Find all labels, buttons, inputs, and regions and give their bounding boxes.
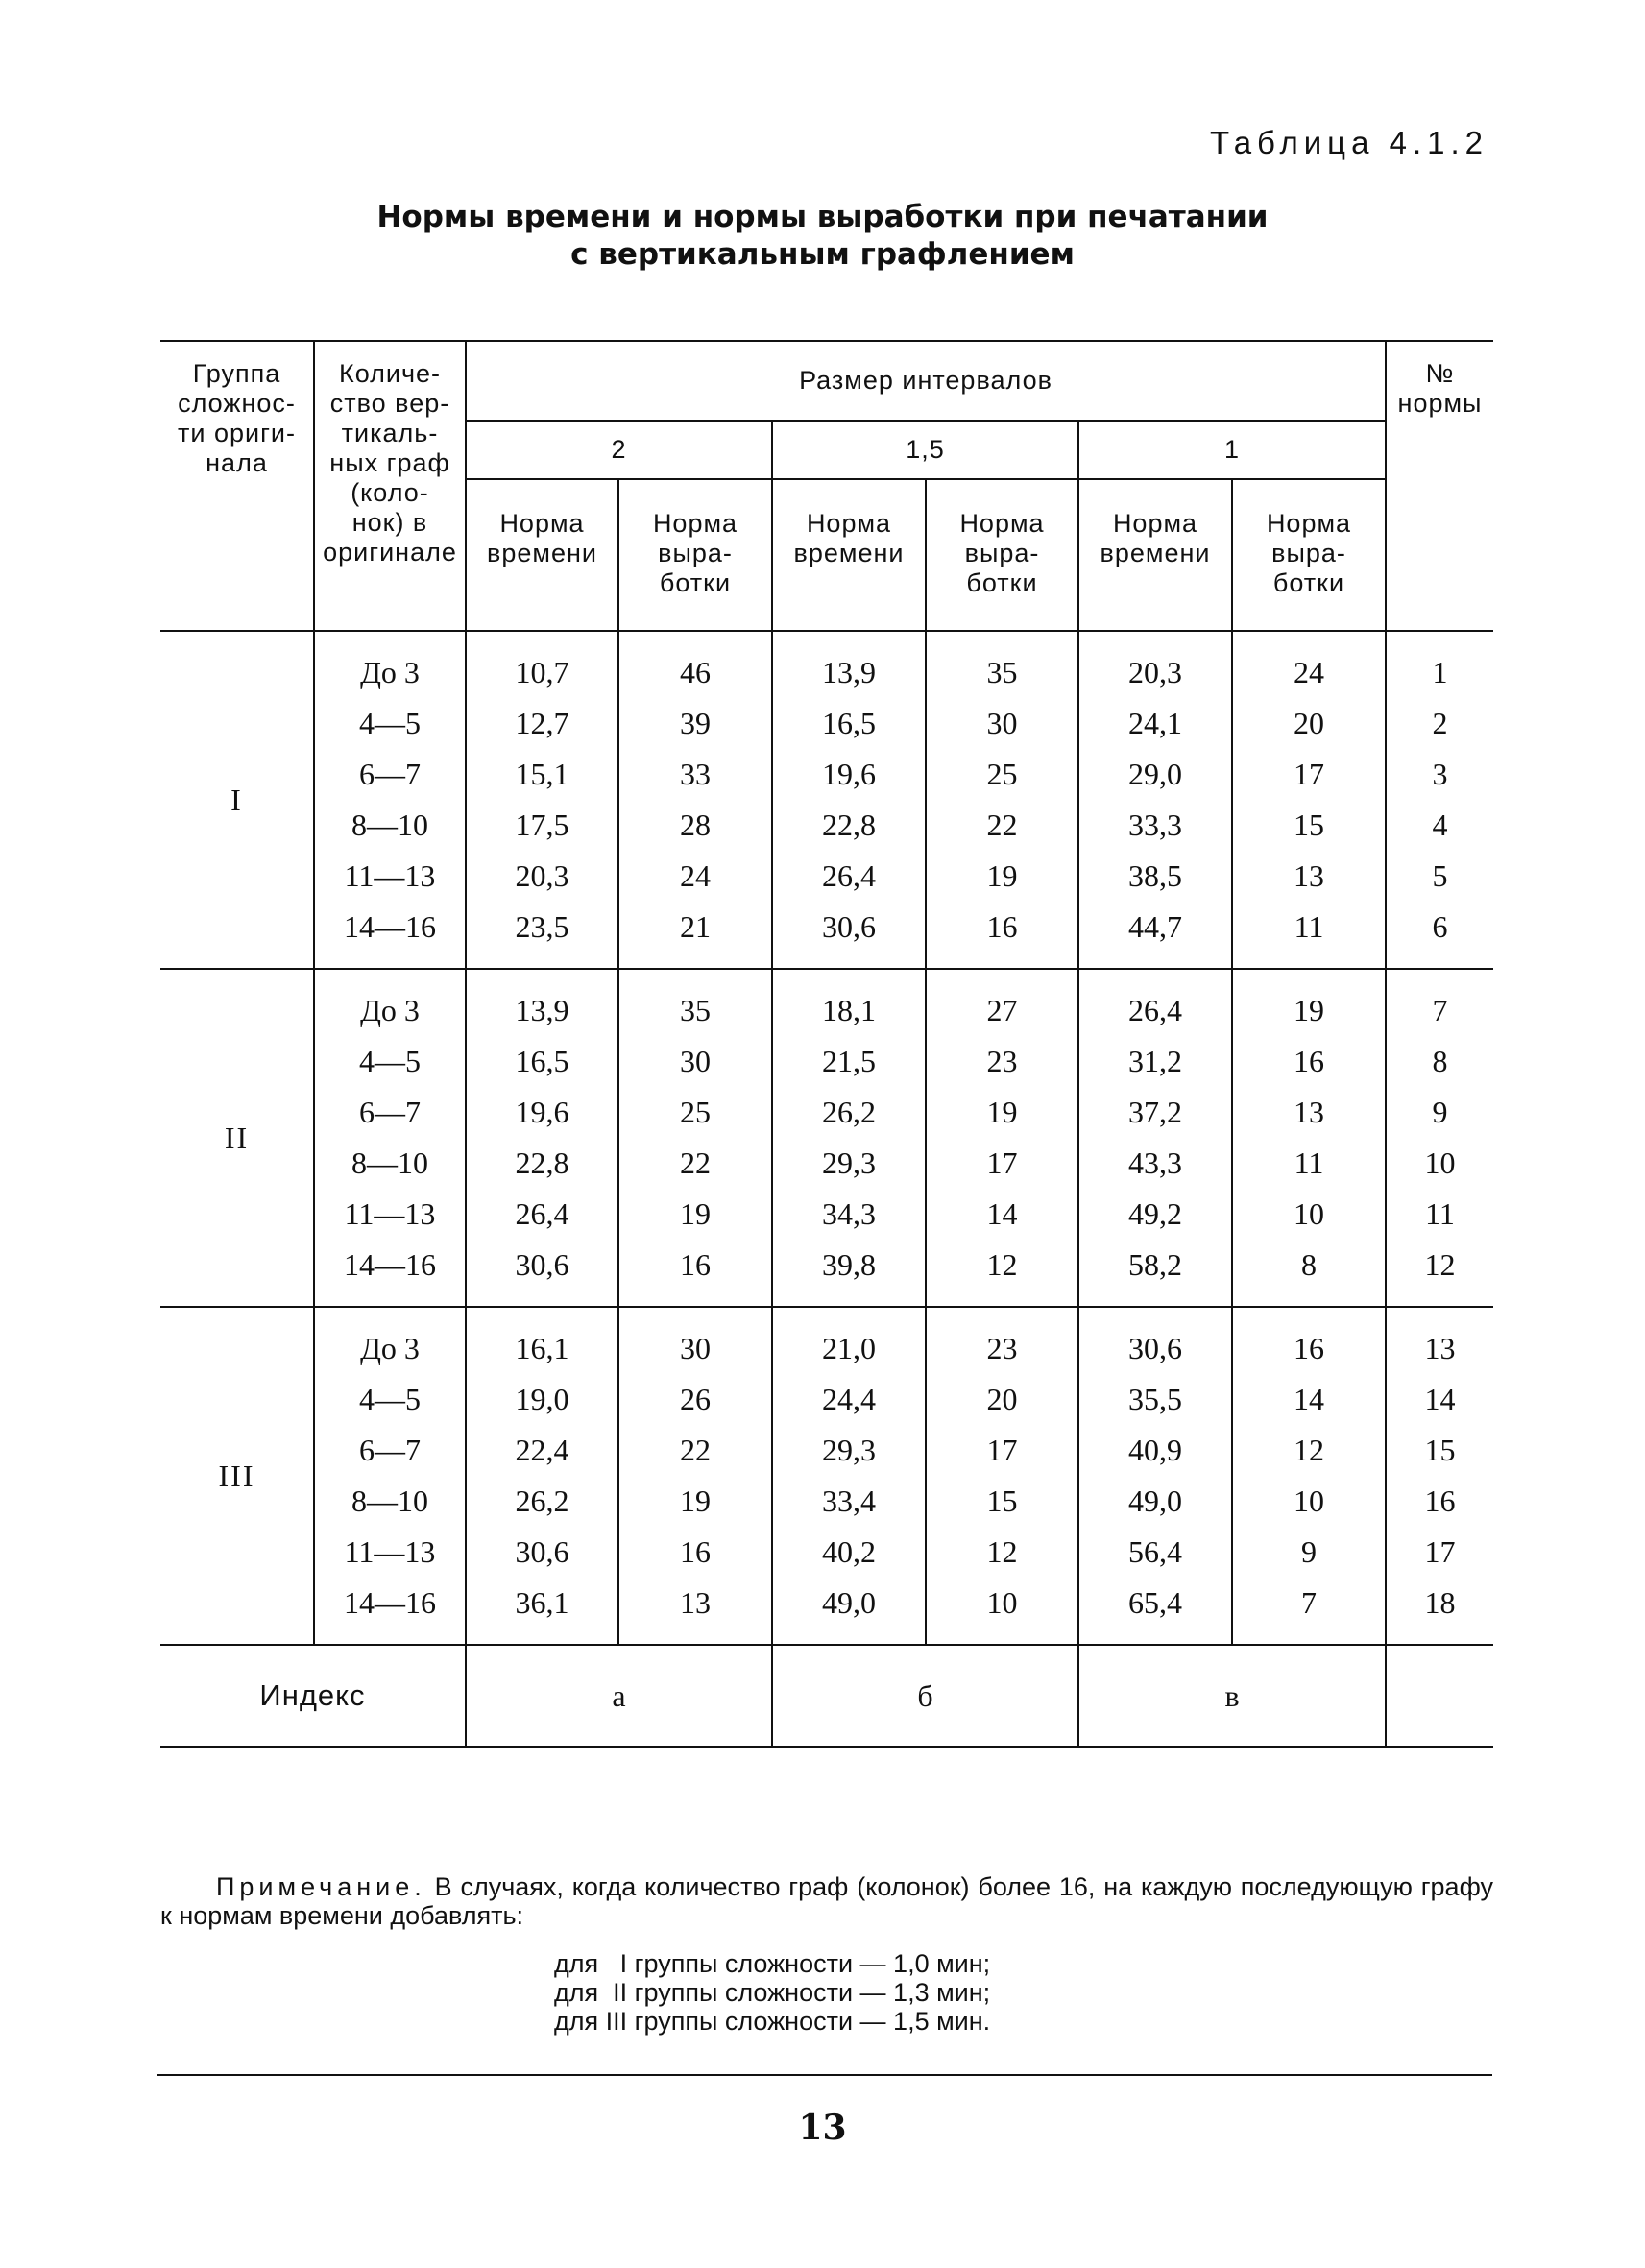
column-count: 6—7	[314, 1087, 466, 1138]
norm-number: 12	[1386, 1240, 1493, 1291]
spacer-cell	[926, 631, 1078, 647]
header-norm-output-line: выра-	[964, 539, 1040, 567]
norm-output-1-5: 20	[926, 1374, 1078, 1425]
norm-output-1: 20	[1232, 698, 1386, 749]
norm-time-1: 35,5	[1078, 1374, 1232, 1425]
norm-output-2: 30	[618, 1036, 772, 1087]
norm-time-2: 19,6	[466, 1087, 618, 1138]
norm-time-1-5: 29,3	[772, 1138, 926, 1189]
spacer-cell	[1232, 1629, 1386, 1645]
spacer-cell	[1232, 631, 1386, 647]
norm-time-2: 16,5	[466, 1036, 618, 1087]
spacer-cell	[618, 953, 772, 969]
norm-output-2: 39	[618, 698, 772, 749]
table-row	[160, 1036, 1493, 1087]
norm-number: 18	[1386, 1578, 1493, 1629]
spacer-cell	[314, 953, 466, 969]
spacer-cell	[1078, 631, 1232, 647]
header-count-line: нок) в	[351, 508, 428, 537]
norm-output-1-5: 15	[926, 1476, 1078, 1527]
norm-output-1-5: 19	[926, 851, 1078, 902]
table-row	[160, 800, 1493, 851]
spacer-cell	[1386, 631, 1493, 647]
norm-output-1-5: 16	[926, 902, 1078, 953]
norm-time-2: 26,4	[466, 1189, 618, 1240]
spacer-cell	[314, 969, 466, 985]
norm-output-2: 24	[618, 851, 772, 902]
norm-output-1-5: 22	[926, 800, 1078, 851]
norm-time-1-5: 19,6	[772, 749, 926, 800]
spacer-cell	[314, 1291, 466, 1307]
column-count: 6—7	[314, 1425, 466, 1476]
spacer-cell	[1078, 1307, 1232, 1323]
norm-output-1: 11	[1232, 1138, 1386, 1189]
index-value-empty	[1386, 1645, 1493, 1747]
header-norm-number	[1386, 341, 1493, 631]
header-norm-output-line: Норма	[652, 509, 738, 538]
norm-output-1-5: 30	[926, 698, 1078, 749]
norm-number: 3	[1386, 749, 1493, 800]
spacer-cell	[772, 953, 926, 969]
norm-output-1: 15	[1232, 800, 1386, 851]
norm-time-2: 17,5	[466, 800, 618, 851]
spacer-cell	[618, 631, 772, 647]
note-item: для III группы сложности — 1,5 мин.	[554, 2007, 991, 2036]
norm-number: 1	[1386, 647, 1493, 698]
table-body	[160, 631, 1493, 1645]
norm-time-2: 30,6	[466, 1527, 618, 1578]
note-item: для I группы сложности — 1,0 мин;	[554, 1949, 991, 1978]
column-count: 6—7	[314, 749, 466, 800]
norm-number: 6	[1386, 902, 1493, 953]
norm-output-1: 10	[1232, 1189, 1386, 1240]
table-row	[160, 1527, 1493, 1578]
table-row	[160, 1374, 1493, 1425]
spacer-cell	[772, 631, 926, 647]
header-norm-time-line: времени	[1100, 539, 1211, 567]
norm-time-2: 30,6	[466, 1240, 618, 1291]
norm-time-1: 38,5	[1078, 851, 1232, 902]
norm-output-1: 7	[1232, 1578, 1386, 1629]
norm-output-2: 13	[618, 1578, 772, 1629]
header-norm-time	[466, 479, 618, 631]
norm-number: 15	[1386, 1425, 1493, 1476]
header-norm-output	[1232, 479, 1386, 631]
header-norm-time	[1078, 479, 1232, 631]
note-item: для II группы сложности — 1,3 мин;	[554, 1978, 991, 2007]
table-row	[160, 985, 1493, 1036]
header-norm-output-line: Норма	[959, 509, 1045, 538]
norm-time-1: 29,0	[1078, 749, 1232, 800]
norm-output-1-5: 23	[926, 1323, 1078, 1374]
group-spacer-row	[160, 1291, 1493, 1307]
header-count-line: ство вер-	[329, 389, 450, 418]
table-title-line-2: с вертикальным графлением	[570, 237, 1075, 272]
header-norm-time	[772, 479, 926, 631]
norm-output-2: 46	[618, 647, 772, 698]
header-norm-time-line: Норма	[806, 509, 892, 538]
spacer-cell	[618, 1629, 772, 1645]
norm-number: 14	[1386, 1374, 1493, 1425]
norm-output-1: 19	[1232, 985, 1386, 1036]
norm-number: 13	[1386, 1323, 1493, 1374]
norm-time-2: 36,1	[466, 1578, 618, 1629]
norm-output-1: 24	[1232, 647, 1386, 698]
norm-output-2: 30	[618, 1323, 772, 1374]
index-label: Индекс	[160, 1645, 466, 1747]
norm-output-2: 19	[618, 1189, 772, 1240]
norm-time-1: 33,3	[1078, 800, 1232, 851]
norm-time-2: 22,4	[466, 1425, 618, 1476]
header-count-line: оригинале	[323, 538, 457, 567]
norm-output-2: 22	[618, 1425, 772, 1476]
norm-time-1-5: 21,0	[772, 1323, 926, 1374]
index-row	[160, 1645, 1493, 1747]
norm-output-2: 22	[618, 1138, 772, 1189]
spacer-cell	[772, 1307, 926, 1323]
header-group-line: сложнос-	[178, 389, 296, 418]
norm-output-2: 16	[618, 1527, 772, 1578]
header-norm-output-line: выра-	[1271, 539, 1346, 567]
spacer-cell	[772, 969, 926, 985]
table-title	[0, 199, 1645, 274]
norm-time-2: 16,1	[466, 1323, 618, 1374]
spacer-cell	[618, 1291, 772, 1307]
column-count: 8—10	[314, 800, 466, 851]
norm-time-1: 20,3	[1078, 647, 1232, 698]
norm-output-2: 26	[618, 1374, 772, 1425]
norm-time-1: 58,2	[1078, 1240, 1232, 1291]
spacer-cell	[772, 1291, 926, 1307]
table-row	[160, 1323, 1493, 1374]
norm-time-1-5: 29,3	[772, 1425, 926, 1476]
column-count: 4—5	[314, 1374, 466, 1425]
header-norm-output-line: ботки	[659, 568, 732, 597]
header-norm-number-line: нормы	[1397, 389, 1483, 418]
header-norm-output-line: выра-	[658, 539, 733, 567]
norm-time-1-5: 26,4	[772, 851, 926, 902]
norm-output-1-5: 14	[926, 1189, 1078, 1240]
norm-time-2: 19,0	[466, 1374, 618, 1425]
norm-time-1: 43,3	[1078, 1138, 1232, 1189]
norm-output-1: 10	[1232, 1476, 1386, 1527]
norm-time-1-5: 21,5	[772, 1036, 926, 1087]
column-count: 14—16	[314, 1240, 466, 1291]
spacer-cell	[1232, 969, 1386, 985]
column-count: До 3	[314, 1323, 466, 1374]
norm-time-1-5: 24,4	[772, 1374, 926, 1425]
norm-time-1: 40,9	[1078, 1425, 1232, 1476]
norm-number: 4	[1386, 800, 1493, 851]
norm-output-1: 16	[1232, 1036, 1386, 1087]
norm-time-1: 37,2	[1078, 1087, 1232, 1138]
spacer-cell	[1078, 1629, 1232, 1645]
spacer-cell	[314, 1629, 466, 1645]
group-spacer-row	[160, 969, 1493, 985]
norm-output-1-5: 27	[926, 985, 1078, 1036]
spacer-cell	[466, 1307, 618, 1323]
norm-number: 16	[1386, 1476, 1493, 1527]
spacer-cell	[772, 1629, 926, 1645]
norm-number: 8	[1386, 1036, 1493, 1087]
norm-output-1: 8	[1232, 1240, 1386, 1291]
header-count-line: тикаль-	[341, 419, 439, 447]
spacer-cell	[1232, 953, 1386, 969]
column-count: 11—13	[314, 1189, 466, 1240]
norm-time-1-5: 13,9	[772, 647, 926, 698]
note-paragraph	[160, 1872, 1493, 1930]
header-norm-time-line: времени	[487, 539, 597, 567]
spacer-cell	[466, 631, 618, 647]
header-interval-1: 1	[1078, 421, 1386, 479]
spacer-cell	[618, 1307, 772, 1323]
norm-output-2: 25	[618, 1087, 772, 1138]
norm-output-1: 17	[1232, 749, 1386, 800]
norm-time-2: 23,5	[466, 902, 618, 953]
norm-output-2: 35	[618, 985, 772, 1036]
header-norm-output	[618, 479, 772, 631]
norm-output-2: 28	[618, 800, 772, 851]
header-interval-size: Размер интервалов	[466, 341, 1386, 421]
norm-time-2: 20,3	[466, 851, 618, 902]
norm-time-1-5: 49,0	[772, 1578, 926, 1629]
norm-time-2: 15,1	[466, 749, 618, 800]
norm-output-1-5: 17	[926, 1138, 1078, 1189]
table-title-line-1: Нормы времени и нормы выработки при печатании	[376, 200, 1269, 234]
group-spacer-row	[160, 1629, 1493, 1645]
index-value-1: в	[1078, 1645, 1386, 1747]
note-text: В случаях, когда количество граф (колонок) более 16, на каждую последующую графу к нормам времени добавлять:	[160, 1872, 1493, 1930]
header-count-line: ных граф	[329, 448, 450, 477]
header-norm-output-line: ботки	[966, 568, 1038, 597]
norm-time-1-5: 26,2	[772, 1087, 926, 1138]
spacer-cell	[1386, 1291, 1493, 1307]
header-norm-time-line: Норма	[1112, 509, 1198, 538]
norm-time-1: 56,4	[1078, 1527, 1232, 1578]
group-label: II	[160, 969, 314, 1307]
norm-time-1: 31,2	[1078, 1036, 1232, 1087]
norm-time-1: 65,4	[1078, 1578, 1232, 1629]
spacer-cell	[926, 1629, 1078, 1645]
table-row	[160, 1425, 1493, 1476]
norm-time-1: 49,0	[1078, 1476, 1232, 1527]
table-note	[160, 1872, 1493, 2036]
table-row	[160, 1578, 1493, 1629]
spacer-cell	[1386, 1629, 1493, 1645]
norm-number: 2	[1386, 698, 1493, 749]
header-group-line: нала	[206, 448, 268, 477]
header-norm-output	[926, 479, 1078, 631]
spacer-cell	[314, 631, 466, 647]
column-count: 4—5	[314, 1036, 466, 1087]
norm-time-1-5: 16,5	[772, 698, 926, 749]
index-value-1-5: б	[772, 1645, 1078, 1747]
header-interval-1-5: 1,5	[772, 421, 1078, 479]
norm-number: 17	[1386, 1527, 1493, 1578]
column-count: 4—5	[314, 698, 466, 749]
header-group	[160, 341, 314, 631]
table-row	[160, 1087, 1493, 1138]
group-spacer-row	[160, 953, 1493, 969]
norm-time-1: 24,1	[1078, 698, 1232, 749]
norm-output-2: 19	[618, 1476, 772, 1527]
group-label: III	[160, 1307, 314, 1645]
table-number-label: Таблица 4.1.2	[1210, 125, 1488, 160]
spacer-cell	[1232, 1307, 1386, 1323]
norm-time-1: 49,2	[1078, 1189, 1232, 1240]
norm-output-2: 21	[618, 902, 772, 953]
table-row	[160, 1240, 1493, 1291]
norm-time-1-5: 22,8	[772, 800, 926, 851]
table-row	[160, 1189, 1493, 1240]
norm-number: 10	[1386, 1138, 1493, 1189]
column-count: До 3	[314, 985, 466, 1036]
norm-time-2: 10,7	[466, 647, 618, 698]
table-row	[160, 698, 1493, 749]
norm-time-1-5: 39,8	[772, 1240, 926, 1291]
index-value-2: а	[466, 1645, 772, 1747]
header-norm-output-line: Норма	[1266, 509, 1352, 538]
header-norm-time-line: Норма	[499, 509, 585, 538]
norms-table	[160, 340, 1493, 1748]
spacer-cell	[926, 953, 1078, 969]
spacer-cell	[1078, 953, 1232, 969]
spacer-cell	[618, 969, 772, 985]
spacer-cell	[466, 1291, 618, 1307]
table-row	[160, 647, 1493, 698]
norm-time-1: 26,4	[1078, 985, 1232, 1036]
norm-output-1-5: 12	[926, 1240, 1078, 1291]
norm-output-1: 14	[1232, 1374, 1386, 1425]
norm-output-1-5: 12	[926, 1527, 1078, 1578]
column-count: 8—10	[314, 1138, 466, 1189]
spacer-cell	[926, 969, 1078, 985]
column-count: 14—16	[314, 1578, 466, 1629]
norm-output-1-5: 25	[926, 749, 1078, 800]
norm-output-2: 33	[618, 749, 772, 800]
column-count: 8—10	[314, 1476, 466, 1527]
spacer-cell	[926, 1307, 1078, 1323]
header-group-line: Группа	[192, 359, 281, 388]
bottom-divider	[157, 2074, 1492, 2076]
table-row	[160, 902, 1493, 953]
norm-time-1: 44,7	[1078, 902, 1232, 953]
norm-output-1: 9	[1232, 1527, 1386, 1578]
group-spacer-row	[160, 631, 1493, 647]
norm-number: 5	[1386, 851, 1493, 902]
table-row	[160, 749, 1493, 800]
norm-output-1: 12	[1232, 1425, 1386, 1476]
spacer-cell	[466, 1629, 618, 1645]
norm-output-1: 13	[1232, 851, 1386, 902]
header-norm-number-line: №	[1425, 359, 1455, 388]
spacer-cell	[1386, 969, 1493, 985]
norm-output-1-5: 10	[926, 1578, 1078, 1629]
spacer-cell	[466, 953, 618, 969]
header-norm-output-line: ботки	[1272, 568, 1345, 597]
group-spacer-row	[160, 1307, 1493, 1323]
norm-time-1-5: 33,4	[772, 1476, 926, 1527]
norm-time-2: 12,7	[466, 698, 618, 749]
norm-time-2: 26,2	[466, 1476, 618, 1527]
norm-output-1-5: 19	[926, 1087, 1078, 1138]
norm-time-1: 30,6	[1078, 1323, 1232, 1374]
spacer-cell	[1078, 969, 1232, 985]
spacer-cell	[314, 1307, 466, 1323]
column-count: 11—13	[314, 851, 466, 902]
norm-output-1: 13	[1232, 1087, 1386, 1138]
norm-number: 7	[1386, 985, 1493, 1036]
norm-output-1-5: 35	[926, 647, 1078, 698]
spacer-cell	[1386, 953, 1493, 969]
note-list	[554, 1949, 1493, 2036]
column-count: До 3	[314, 647, 466, 698]
header-count-line: (коло-	[351, 478, 429, 507]
spacer-cell	[1386, 1307, 1493, 1323]
header-count	[314, 341, 466, 631]
note-label: Примечание.	[216, 1872, 426, 1901]
norm-output-2: 16	[618, 1240, 772, 1291]
spacer-cell	[1232, 1291, 1386, 1307]
norm-time-1-5: 40,2	[772, 1527, 926, 1578]
norm-time-1-5: 34,3	[772, 1189, 926, 1240]
norm-time-1-5: 30,6	[772, 902, 926, 953]
group-label: I	[160, 631, 314, 969]
norm-time-2: 13,9	[466, 985, 618, 1036]
header-norm-time-line: времени	[793, 539, 905, 567]
table-row	[160, 851, 1493, 902]
spacer-cell	[926, 1291, 1078, 1307]
column-count: 11—13	[314, 1527, 466, 1578]
spacer-cell	[466, 969, 618, 985]
norm-number: 11	[1386, 1189, 1493, 1240]
norm-output-1: 11	[1232, 902, 1386, 953]
norm-output-1-5: 17	[926, 1425, 1078, 1476]
table-row	[160, 1138, 1493, 1189]
page-number: 13	[798, 2108, 847, 2148]
header-group-line: ти ориги-	[178, 419, 296, 447]
norm-time-2: 22,8	[466, 1138, 618, 1189]
norm-output-1-5: 23	[926, 1036, 1078, 1087]
norm-time-1-5: 18,1	[772, 985, 926, 1036]
norm-number: 9	[1386, 1087, 1493, 1138]
norm-output-1: 16	[1232, 1323, 1386, 1374]
column-count: 14—16	[314, 902, 466, 953]
header-interval-2: 2	[466, 421, 772, 479]
spacer-cell	[1078, 1291, 1232, 1307]
table-row	[160, 1476, 1493, 1527]
header-count-line: Количе-	[338, 359, 442, 388]
